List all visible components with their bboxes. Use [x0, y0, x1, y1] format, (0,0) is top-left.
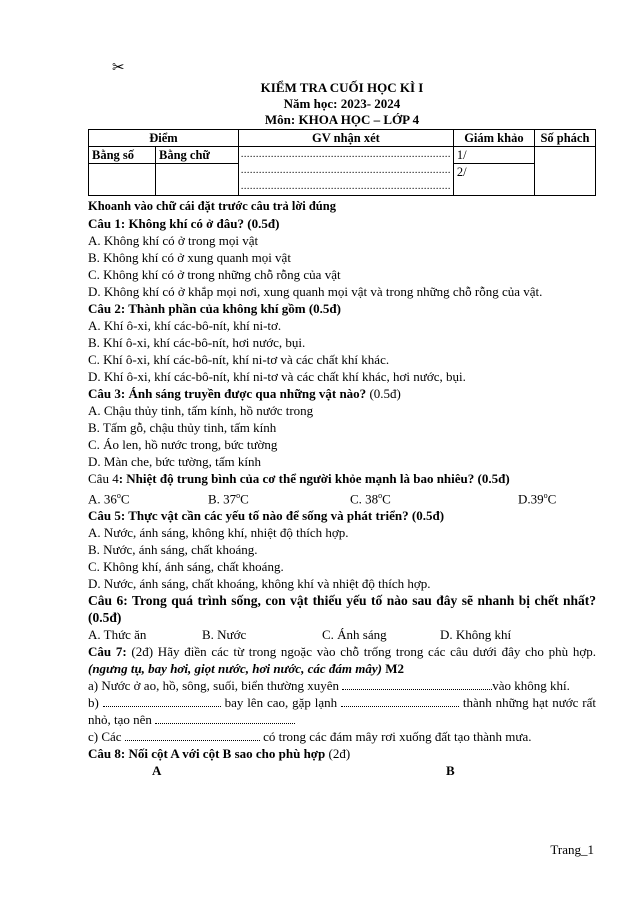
q7-label: Câu 7:: [88, 644, 127, 660]
q7-a-blank[interactable]: [342, 678, 492, 690]
q1-option-b[interactable]: B. Không khí có ở xung quanh mọi vật: [88, 250, 291, 265]
q2-title: Câu 2: Thành phần của không khí gồm (0.5đ): [88, 301, 341, 316]
q5-option-d[interactable]: D. Nước, ánh sáng, chất khoáng, không khí và nhiệt độ thích hợp.: [88, 576, 431, 592]
q3-title: Câu 3: Ánh sáng truyền được qua những vật nào?: [88, 386, 367, 401]
sub-bangchu: Bằng chữ: [156, 147, 239, 164]
q8-col-a: A: [152, 763, 162, 779]
sub-bangso: Bằng số: [89, 147, 156, 164]
col-gv: GV nhận xét: [238, 130, 453, 147]
q6-option-b[interactable]: B. Nước: [202, 627, 247, 643]
page-number: Trang_1: [550, 842, 594, 857]
q5-option-a[interactable]: A. Nước, ánh sáng, không khí, nhiệt độ thích hợp.: [88, 525, 349, 541]
q7-heading: [88, 643, 596, 677]
q7-level: M2: [381, 661, 404, 677]
q5-option-b[interactable]: B. Nước, ánh sáng, chất khoáng.: [88, 542, 258, 558]
exam-page: [88, 56, 596, 779]
q1-option-a[interactable]: A. Không khí có ở trong mọi vật: [88, 233, 259, 248]
subject: Môn: KHOA HỌC – LỚP 4: [264, 112, 420, 127]
grade-table: [88, 129, 596, 196]
comment-line: ......................................................................: [240, 149, 451, 160]
q2-option-b[interactable]: B. Khí ô-xi, khí các-bô-nít, hơi nước, bụi.: [88, 335, 306, 350]
school-year: Năm học: 2023- 2024: [283, 96, 401, 111]
q3-option-d[interactable]: D. Màn che, bức tường, tấm kính: [88, 454, 261, 469]
q2-option-c[interactable]: C. Khí ô-xi, khí các-bô-nít, khí ni-tơ và các chất khí khác.: [88, 352, 390, 367]
q3-option-a[interactable]: A. Chậu thủy tinh, tấm kính, hồ nước trong: [88, 403, 314, 418]
examiner-1[interactable]: 1/: [453, 147, 534, 164]
q7-b-blank-1[interactable]: [103, 695, 221, 707]
q4-heading: [88, 470, 596, 487]
q3-option-c[interactable]: C. Áo len, hồ nước trong, bức tường: [88, 437, 278, 452]
q4-title: : Nhiệt độ trung bình của cơ thể người khỏe mạnh là bao nhiêu? (0.5đ): [118, 471, 510, 486]
instruction: Khoanh vào chữ cái đặt trước câu trả lời đúng: [88, 199, 336, 213]
q6-title: Câu 6: Trong quá trình sống, con vật thiếu yếu tố nào sau đây sẽ nhanh bị chết nhất? (0.5đ): [88, 593, 596, 626]
q8-col-b: B: [446, 763, 455, 779]
q4-option-b[interactable]: B. 37$^o$C: [208, 491, 249, 507]
col-giamkhao: Giám khảo: [453, 130, 534, 147]
score-number-cell[interactable]: [89, 164, 156, 196]
scissors-icon: ✂: [112, 58, 125, 76]
q7-b-blank-2[interactable]: [341, 695, 459, 707]
q3-option-b[interactable]: B. Tấm gỗ, chậu thủy tinh, tấm kính: [88, 420, 277, 435]
examiner-2[interactable]: 2/: [453, 164, 534, 196]
q7-b: b) bay lên cao, gặp lạnh thành những hạt nước rất nhỏ, tạo nên: [88, 695, 596, 728]
q7-c: c) Các có trong các đám mây rơi xuống đất tạo thành mưa.: [88, 729, 532, 745]
col-sophach: Số phách: [534, 130, 595, 147]
col-diem: Điểm: [89, 130, 239, 147]
q7-c-blank[interactable]: [125, 729, 260, 741]
q4-options: [88, 487, 596, 507]
q4-label: Câu 4: [88, 471, 119, 486]
q1-option-c[interactable]: C. Không khí có ở trong những chỗ rỗng của vật: [88, 267, 341, 282]
so-phach-cell[interactable]: [534, 147, 595, 196]
q2-option-d[interactable]: D. Khí ô-xi, khí các-bô-nít, khí ni-tơ và các chất khí khác, hơi nước, bụi.: [88, 369, 466, 384]
q7-words: (ngưng tụ, bay hơi, giọt nước, hơi nước, các đám mây): [88, 661, 382, 677]
q7-text: (2đ) Hãy điền các từ trong ngoặc vào chỗ trống trong các câu dưới đây cho phù hợp.: [126, 644, 596, 660]
teacher-comment-lines[interactable]: [238, 147, 453, 196]
q3-points: (0.5đ): [366, 386, 401, 401]
q7-a: a) Nước ở ao, hồ, sông, suối, biển thường xuyên vào không khí.: [88, 678, 570, 694]
q8-points: (2đ): [325, 746, 351, 762]
q5-option-c[interactable]: C. Không khí, ánh sáng, chất khoáng.: [88, 559, 284, 575]
q4-option-a[interactable]: A. 36$^o$C: [88, 491, 130, 507]
q8-columns: [88, 762, 596, 779]
q6-options: [88, 626, 596, 643]
q1-title: Câu 1: Không khí có ở đâu? (0.5đ): [88, 216, 280, 231]
q5-title: Câu 5: Thực vật cần các yếu tố nào để sống và phát triển? (0.5đ): [88, 508, 445, 524]
q1-option-d[interactable]: D. Không khí có ở khắp mọi nơi, xung quanh mọi vật và trong những chỗ rỗng của vật.: [88, 284, 543, 299]
q7-b-blank-3[interactable]: [155, 712, 295, 724]
score-words-cell[interactable]: [156, 164, 239, 196]
q3-heading: [88, 385, 596, 402]
comment-line: ......................................................................: [240, 165, 451, 176]
q4-option-d[interactable]: D.39$^o$C: [518, 491, 557, 507]
q6-option-a[interactable]: A. Thức ăn: [88, 627, 147, 643]
exam-title: KIỂM TRA CUỐI HỌC KÌ I: [260, 80, 424, 95]
q6-option-d[interactable]: D. Không khí: [440, 627, 512, 643]
q8-heading: [88, 745, 596, 762]
q6-option-c[interactable]: C. Ánh sáng: [322, 627, 387, 643]
q2-option-a[interactable]: A. Khí ô-xi, khí các-bô-nít, khí ni-tơ.: [88, 318, 282, 333]
q4-option-c[interactable]: C. 38$^o$C: [350, 491, 391, 507]
comment-line: ......................................................................: [240, 181, 451, 192]
q8-title: Câu 8: Nối cột A với cột B sao cho phù hợp: [88, 746, 326, 762]
